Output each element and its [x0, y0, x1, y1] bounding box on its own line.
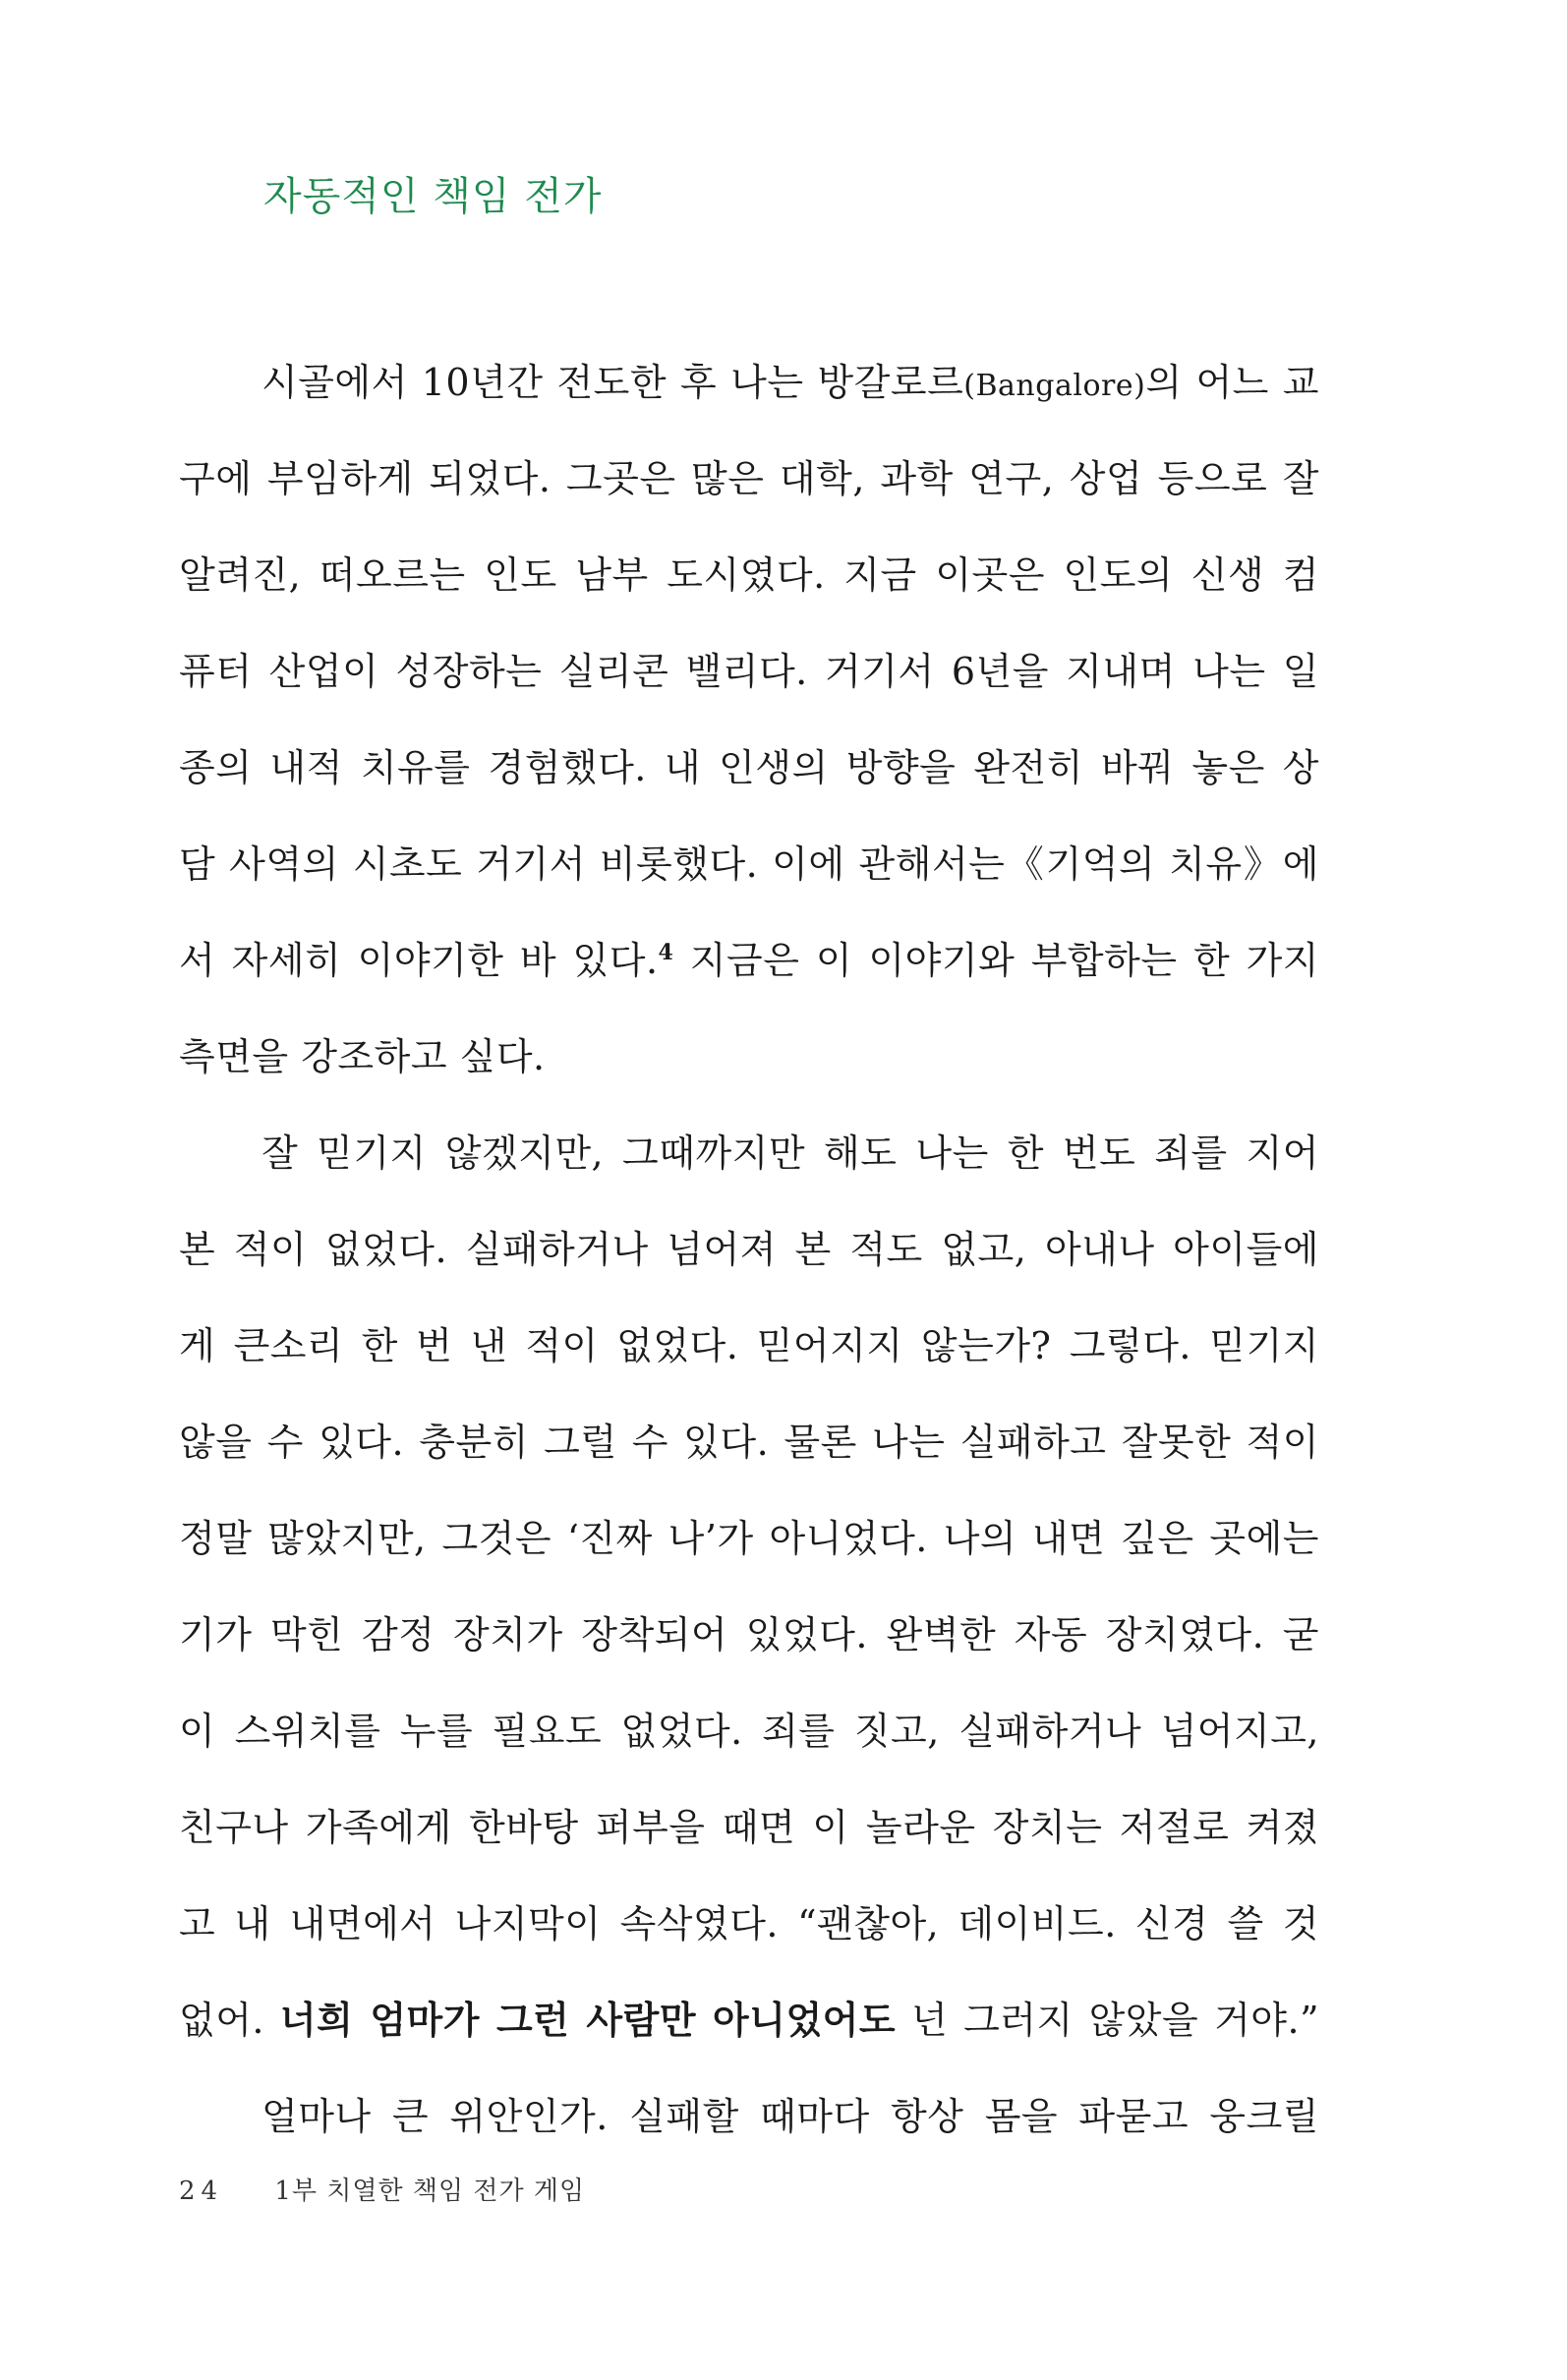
page-number: 24 — [179, 2177, 224, 2206]
text-line: 않을 수 있다. 충분히 그럴 수 있다. 물론 나는 실패하고 잘못한 적이 — [179, 1421, 1319, 1464]
text-line: 얼마나 큰 위안인가. 실패할 때마다 항상 몸을 파묻고 웅크릴 — [261, 2095, 1319, 2138]
text-line — [179, 912, 1319, 1009]
text-span-small: (Bangalore) — [963, 369, 1146, 403]
text-span: 서 자세히 이야기한 바 있다. — [179, 939, 659, 982]
text-line: 측면을 강조하고 싶다. — [179, 1035, 546, 1078]
text-line: 종의 내적 치유를 경험했다. 내 인생의 방향을 완전히 바꿔 놓은 상 — [179, 746, 1319, 789]
text-span: 넌 그러지 않았을 거야.” — [896, 1999, 1319, 2042]
text-span: 의 어느 교 — [1145, 361, 1319, 404]
text-line: 이 스위치를 누를 필요도 없었다. 죄를 짓고, 실패하거나 넘어지고, — [179, 1710, 1319, 1753]
text-span: 지금은 이 이야기와 부합하는 한 가지 — [673, 939, 1319, 982]
text-span: 없어. — [179, 1999, 280, 2042]
text-line: 정말 많았지만, 그것은 ‘진짜 나’가 아니었다. 나의 내면 깊은 곳에는 — [179, 1517, 1319, 1560]
text-span: 시골에서 10년간 전도한 후 나는 방갈로르 — [261, 361, 964, 404]
text-line: 기가 막힌 감정 장치가 장착되어 있었다. 완벽한 자동 장치였다. 굳 — [179, 1613, 1319, 1656]
text-line: 구에 부임하게 되었다. 그곳은 많은 대학, 과학 연구, 상업 등으로 잘 — [179, 457, 1319, 500]
emphasis-text: 너희 엄마가 그런 사람만 아니었어도 — [279, 1998, 897, 2042]
text-line: 퓨터 산업이 성장하는 실리콘 밸리다. 거기서 6년을 지내며 나는 일 — [179, 650, 1319, 693]
text-line — [179, 1972, 1319, 2068]
body-text — [179, 334, 1319, 2165]
text-line: 게 큰소리 한 번 낸 적이 없었다. 믿어지지 않는가? 그렇다. 믿기지 — [179, 1324, 1319, 1367]
footnote-marker: 4 — [658, 940, 674, 965]
text-line: 담 사역의 시초도 거기서 비롯했다. 이에 관해서는《기억의 치유》에 — [179, 842, 1319, 886]
text-line: 잘 믿기지 않겠지만, 그때까지만 해도 나는 한 번도 죄를 지어 — [261, 1132, 1319, 1175]
text-line: 알려진, 떠오르는 인도 남부 도시였다. 지금 이곳은 인도의 신생 컴 — [179, 553, 1319, 597]
text-line: 고 내 내면에서 나지막이 속삭였다. “괜찮아, 데이비드. 신경 쓸 것 — [179, 1902, 1319, 1945]
text-line: 친구나 가족에게 한바탕 퍼부을 때면 이 놀라운 장치는 저절로 켜졌 — [179, 1806, 1319, 1849]
text-line — [179, 334, 1319, 431]
page-footer — [179, 2171, 585, 2207]
running-head: 1부 치열한 책임 전가 게임 — [274, 2177, 586, 2206]
section-heading: 자동적인 책임 전가 — [263, 174, 603, 219]
text-line: 본 적이 없었다. 실패하거나 넘어져 본 적도 없고, 아내나 아이들에 — [179, 1228, 1319, 1271]
